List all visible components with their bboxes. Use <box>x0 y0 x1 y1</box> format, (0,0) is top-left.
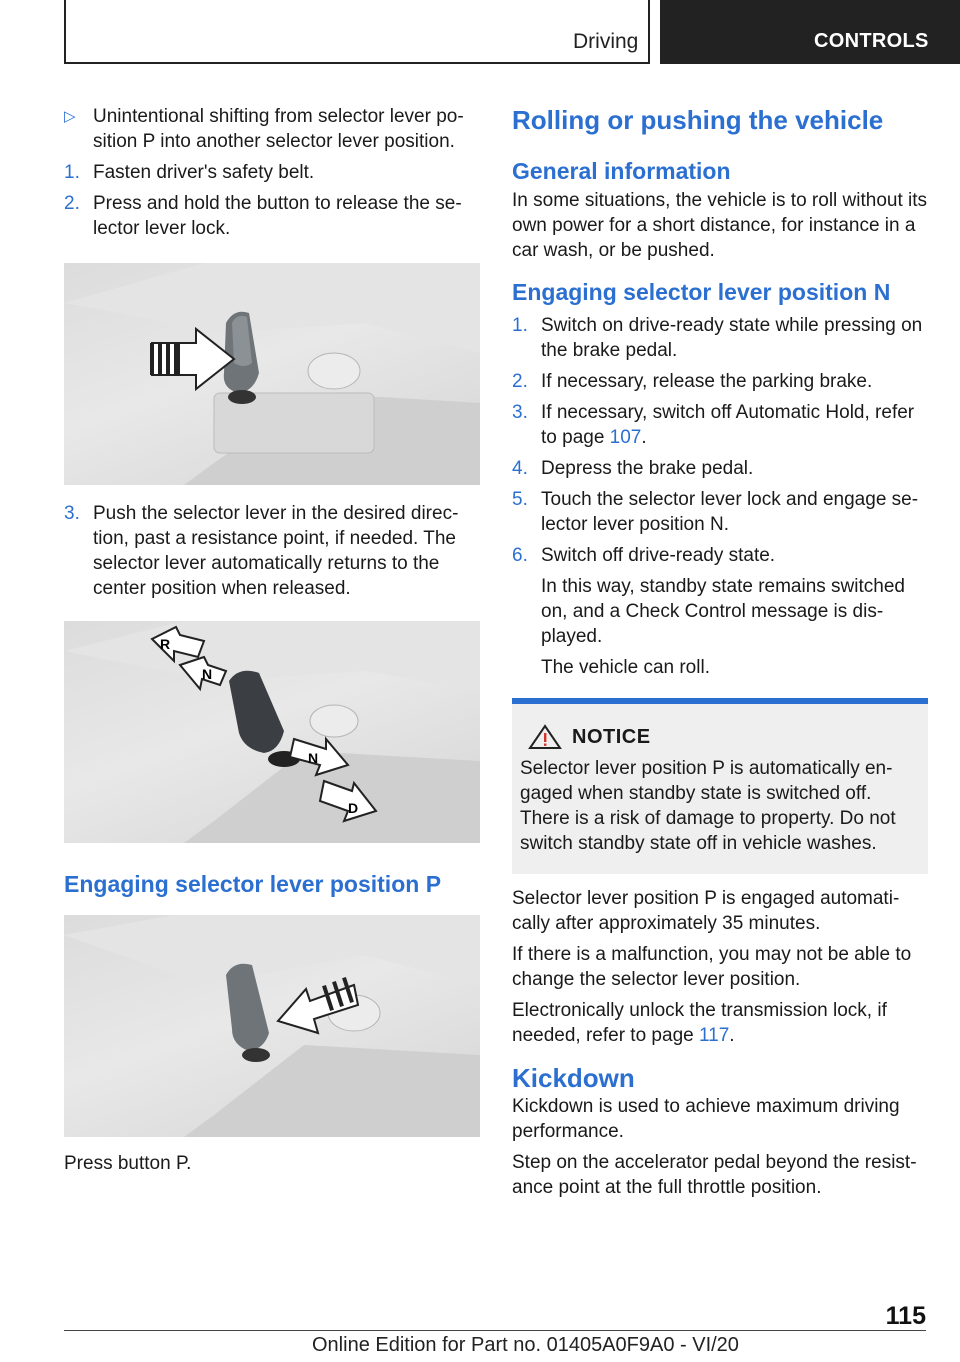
step-text: Press and hold the button to release the selector lever lock. <box>93 193 462 239</box>
auto-p-text: Selector lever position P is engaged automatically after approximately 35 minutes. <box>512 888 900 934</box>
heading-position-p: Engaging selector lever position P <box>64 871 442 897</box>
step-item <box>512 369 928 394</box>
figure-lever-lock-button <box>64 263 480 485</box>
step-text: Depress the brake pedal. <box>541 458 754 479</box>
step6-detail: In this way, standby state remains switched on, and a Check Control message is displayed. <box>541 576 905 647</box>
notice-header <box>520 724 920 750</box>
step-text: If necessary, release the parking brake. <box>541 371 873 392</box>
step6-result: The vehicle can roll. <box>541 657 710 678</box>
page-link-117[interactable]: 117 <box>698 1025 730 1046</box>
step-number: 6. <box>512 545 528 566</box>
step-item <box>512 487 928 537</box>
step-number: 2. <box>512 371 528 392</box>
step-number: 1. <box>64 162 80 183</box>
step-item <box>64 501 476 601</box>
step-item <box>512 456 928 481</box>
step-text: Push the selector lever in the desired direction, past a resistance point, if needed. The selector lever automatically returns to the center position when released. <box>93 503 459 599</box>
step-number: 5. <box>512 489 528 510</box>
figure-shift-directions <box>64 621 480 843</box>
step-text: Touch the selector lever lock and engage selector lever position N. <box>541 489 919 535</box>
step-text <box>541 400 928 450</box>
header-chapter-tab: CONTROLS <box>660 0 960 64</box>
unlock-text <box>512 998 928 1048</box>
step-number: 3. <box>64 503 80 524</box>
bullet-item <box>64 104 476 154</box>
kickdown-text-1: Kickdown is used to achieve maximum driving performance. <box>512 1096 900 1142</box>
malfunction-text: If there is a malfunction, you may not be able to change the selector lever position. <box>512 944 912 990</box>
step-text: Switch off drive-ready state. <box>541 545 776 566</box>
step-number: 3. <box>512 402 528 423</box>
left-column <box>64 104 476 1182</box>
step-item <box>512 400 928 450</box>
step-text: Fasten driver's safety belt. <box>93 162 315 183</box>
step-number: 1. <box>512 315 528 336</box>
shift-label-r: R <box>160 636 171 652</box>
heading-rolling-pushing: Rolling or pushing the vehicle <box>512 105 884 135</box>
notice-title: NOTICE <box>572 725 651 748</box>
kickdown-text-2: Step on the accelerator pedal beyond the resistance point at the full throttle position. <box>512 1152 917 1198</box>
step-number: 4. <box>512 458 528 479</box>
step-text-prefix: If necessary, switch off Automatic Hold, refer to page <box>541 402 915 448</box>
warning-triangle-icon <box>528 724 562 750</box>
step-item <box>64 160 476 185</box>
shift-label-d: D <box>348 800 359 816</box>
heading-position-n: Engaging selector lever position N <box>512 279 891 305</box>
shift-label-n-bottom: N <box>308 750 319 766</box>
footer-divider <box>64 1330 926 1331</box>
step-item <box>512 543 928 568</box>
page-number: 115 <box>885 1302 926 1330</box>
step-item <box>64 191 476 241</box>
unlock-text-suffix: . <box>729 1025 735 1046</box>
header-frame <box>64 0 650 64</box>
shift-label-n-top: N <box>202 666 213 682</box>
figure-press-button-p <box>64 915 480 1137</box>
header-section-title: Driving <box>573 30 639 53</box>
heading-general-information: General information <box>512 158 731 184</box>
step-text: Switch on drive-ready state while pressing on the brake pedal. <box>541 315 923 361</box>
step-number: 2. <box>64 193 80 214</box>
notice-box <box>512 698 928 874</box>
step-text-suffix: . <box>641 427 647 448</box>
bullet-text: Unintentional shifting from selector lever position P into another selector lever position. <box>93 106 464 152</box>
heading-kickdown: Kickdown <box>512 1063 635 1093</box>
notice-text: Selector lever position P is automatically engaged when standby state is switched off. There is a risk of damage to property. Do not switch standby state off in vehicle washes. <box>520 758 896 854</box>
footer-edition: Online Edition for Part no. 01405A0F9A0 - VI/20 <box>312 1334 739 1356</box>
page-link-107[interactable]: 107 <box>609 427 642 448</box>
general-information-text: In some situations, the vehicle is to roll without its own power for a short distance, for instance in a car wash, or be pushed. <box>512 190 928 261</box>
press-p-caption: Press button P. <box>64 1153 192 1174</box>
right-column <box>512 104 928 1206</box>
unlock-text-prefix: Electronically unlock the transmission lock, if needed, refer to page <box>512 1000 887 1046</box>
triangle-bullet-icon: ▷ <box>64 108 76 125</box>
step-item <box>512 313 928 363</box>
